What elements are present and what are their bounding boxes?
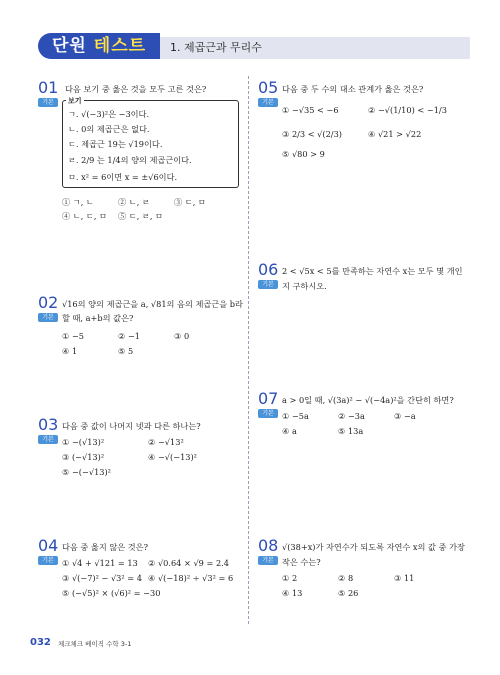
difficulty-badge: 기본 [38,98,58,107]
question-number: 01 [38,78,59,97]
column-divider [248,76,249,624]
page-header [0,0,500,70]
answer-option[interactable]: ② 8 [338,573,354,583]
answer-option[interactable]: ② −1 [118,331,141,341]
answer-option[interactable]: ⑤ ㄷ, ㄹ, ㅁ [118,211,163,221]
answer-option[interactable]: ③ 2/3 < √(2/3) [282,129,342,139]
question-number: 07 [258,389,279,408]
answer-option[interactable]: ① −√35 < −6 [282,105,339,115]
difficulty-badge: 기본 [258,280,278,289]
answer-option[interactable]: ② −3a [338,411,365,421]
answer-option[interactable]: ① 2 [282,573,298,583]
statement-item: ㅁ. x² = 6이면 x = ±√6이다. [68,172,178,182]
question-number: 04 [38,536,59,555]
answer-option[interactable]: ④ 1 [62,346,78,356]
difficulty-badge: 기본 [258,556,278,565]
answer-option[interactable]: ⑤ √80 > 9 [282,149,325,159]
answer-option[interactable]: ③ 11 [394,573,415,583]
question-number: 02 [38,293,59,312]
question-stem: 다음 중 옳지 않은 것은? [62,542,148,552]
answer-option[interactable]: ⑤ 13a [338,426,364,436]
unit-title-suffix: 테스트 [93,36,147,56]
answer-option[interactable]: ② −√13² [148,437,184,447]
example-box-label: 보기 [68,97,82,105]
question-stem: 다음 중 값이 나머지 넷과 다른 하나는? [62,421,201,431]
question-stem: 다음 중 두 수의 대소 관계가 옳은 것은? [282,84,424,94]
answer-option[interactable]: ④ 13 [282,588,303,598]
answer-option[interactable]: ③ −a [394,411,416,421]
statement-item: ㄱ. √(−3)²은 −3이다. [68,109,150,119]
answer-option[interactable]: ③ (−√13)² [62,452,105,462]
question-number: 05 [258,78,279,97]
difficulty-badge: 기본 [38,556,58,565]
question-stem-line1: 2 < √5x < 5를 만족하는 자연수 x는 모두 몇 개인 [282,266,463,276]
answer-option[interactable]: ② √0.64 × √9 = 2.4 [148,558,229,568]
question-stem-line2: 작은 수는? [282,557,321,567]
question-stem: 다음 보기 중 옳은 것을 모두 고른 것은? [65,84,207,94]
question-number: 08 [258,536,279,555]
answer-option[interactable]: ⑤ 26 [338,588,359,598]
answer-option[interactable]: ③ √(−7)² − √3² = 4 [62,573,142,583]
answer-option[interactable]: ④ √(−18)² ÷ √3² = 6 [148,573,234,583]
difficulty-badge: 기본 [258,409,278,418]
answer-option[interactable]: ① √4 + √121 = 13 [62,558,138,568]
page-number: 032 [30,637,51,648]
answer-option[interactable]: ④ a [282,426,297,436]
chapter-title: 1. 제곱근과 무리수 [170,41,262,54]
unit-test-title [52,33,146,59]
answer-option[interactable]: ① ㄱ, ㄴ [62,197,94,207]
question-stem: a > 0일 때, √(3a)² − √(−4a)²을 간단히 하면? [282,395,454,405]
difficulty-badge: 기본 [38,435,58,444]
answer-option[interactable]: ① −5 [62,331,85,341]
answer-option[interactable]: ④ √21 > √22 [368,129,422,139]
answer-option[interactable]: ④ ㄴ, ㄷ, ㅁ [62,211,107,221]
question-stem-line1: √16의 양의 제곱근을 a, √81의 음의 제곱근을 b라 [62,299,243,309]
answer-option[interactable]: ③ ㄷ, ㅁ [174,197,206,207]
answer-option[interactable]: ⑤ 5 [118,346,134,356]
answer-option[interactable]: ① −5a [282,411,309,421]
answer-option[interactable]: ⑤ (−√5)² × (√6)² = −30 [62,588,161,598]
answer-option[interactable]: ④ −√(−13)² [148,452,197,462]
statement-item: ㄷ. 제곱근 19는 √19이다. [68,139,163,149]
answer-option[interactable]: ③ 0 [174,331,190,341]
question-number: 06 [258,260,279,279]
question-number: 03 [38,415,59,434]
statement-item: ㄴ. 0의 제곱근은 없다. [68,124,150,134]
answer-option[interactable]: ② ㄴ, ㄹ [118,197,150,207]
question-stem-line2: 할 때, a+b의 값은? [62,313,134,323]
statement-item: ㄹ. 2/9 는 1/4의 양의 제곱근이다. [68,155,192,165]
question-stem-line1: √(38+x)가 자연수가 되도록 자연수 x의 값 중 가장 [282,542,465,552]
difficulty-badge: 기본 [38,313,58,322]
answer-option[interactable]: ① −(√13)² [62,437,105,447]
book-title: 체크체크 베이직 수학 3-1 [58,640,132,648]
answer-option[interactable]: ② −√(1/10) < −1/3 [368,105,447,115]
question-stem-line2: 지 구하시오. [282,281,327,291]
unit-title-prefix: 단원 [52,36,94,56]
answer-option[interactable]: ⑤ −(−√13)² [62,467,111,477]
difficulty-badge: 기본 [258,98,278,107]
